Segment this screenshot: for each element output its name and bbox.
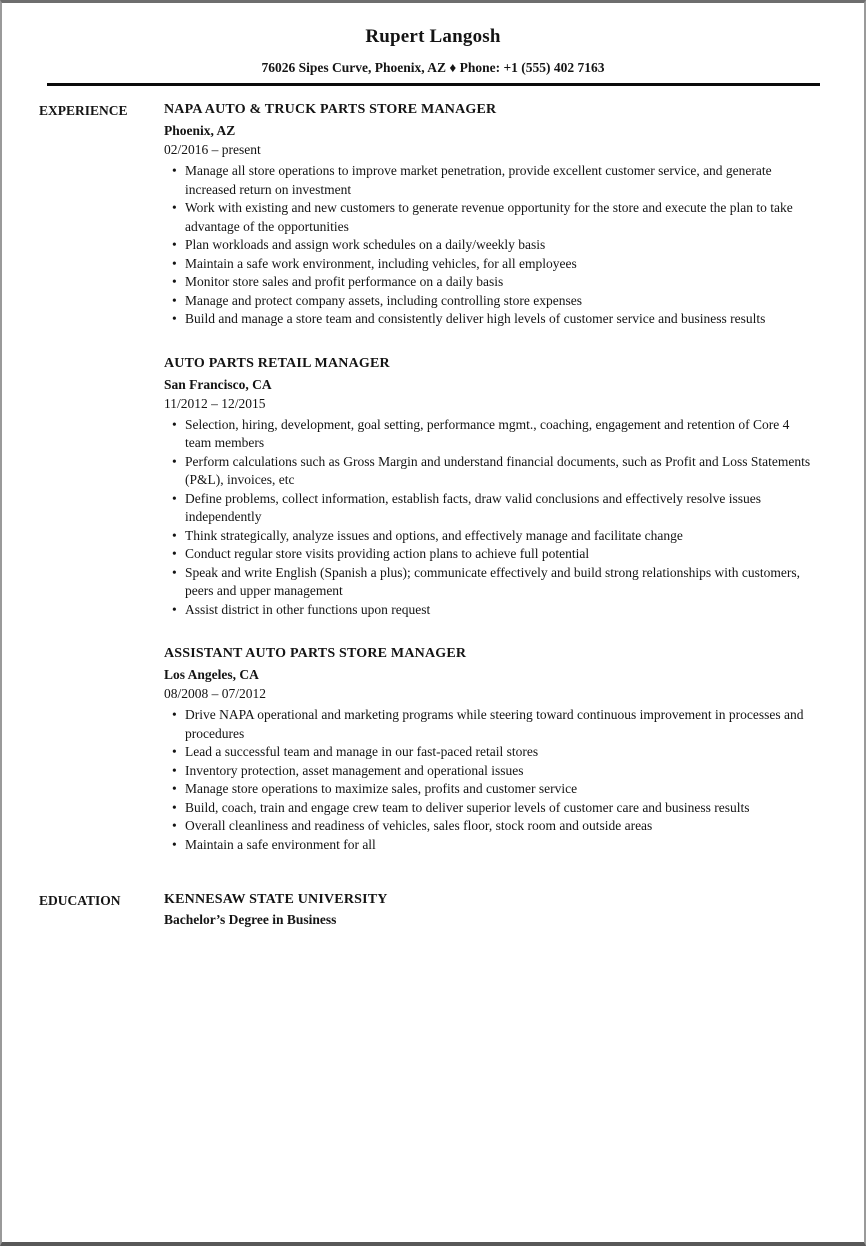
job-bullet-list [164, 416, 818, 620]
job-bullet: • Define problems, collect information, establish facts, draw valid conclusions and effectively resolve issues independently [185, 490, 818, 527]
job-bullet-list [164, 706, 818, 854]
job-title: AUTO PARTS RETAIL MANAGER [164, 355, 390, 371]
contact-line: 76026 Sipes Curve, Phoenix, AZ ♦ Phone: +1 (555) 402 7163 [261, 60, 605, 75]
section-label-experience: EXPERIENCE [39, 103, 128, 118]
job-bullet: • Inventory protection, asset management and operational issues [185, 762, 818, 781]
job-title: NAPA AUTO & TRUCK PARTS STORE MANAGER [164, 102, 497, 117]
job-location: Los Angeles, CA [164, 667, 259, 682]
job-bullet: • Drive NAPA operational and marketing programs while steering toward continuous improvement in processes and procedures [185, 706, 818, 743]
job-bullet: • Overall cleanliness and readiness of vehicles, sales floor, stock room and outside areas [185, 817, 818, 836]
job-bullet: • Manage and protect company assets, including controlling store expenses [185, 292, 818, 311]
experience-section [2, 102, 864, 854]
job-bullet: • Work with existing and new customers to generate revenue opportunity for the store and execute the plan to take advantage of the opportunities [185, 199, 818, 236]
job-bullet: • Perform calculations such as Gross Margin and understand financial documents, such as Profit and Loss Statements (P&L), invoices, etc [185, 453, 818, 490]
job-entry-assistant-store-manager [164, 646, 818, 854]
job-dates: 11/2012 – 12/2015 [164, 395, 266, 411]
job-bullet: • Conduct regular store visits providing action plans to achieve full potential [185, 545, 818, 564]
job-dates: 02/2016 – present [164, 142, 261, 157]
job-bullet: • Manage all store operations to improve market penetration, provide excellent customer service, and generate increased return on investment [185, 162, 818, 199]
job-entry-auto-parts-retail-manager [164, 356, 818, 620]
job-bullet: • Build and manage a store team and consistently deliver high levels of customer service and business results [185, 310, 818, 329]
section-label-education: EDUCATION [39, 893, 121, 908]
job-bullet: • Think strategically, analyze issues and options, and effectively manage and facilitate change [185, 527, 818, 546]
job-bullet: • Maintain a safe work environment, including vehicles, for all employees [185, 255, 818, 274]
job-bullet: • Manage store operations to maximize sales, profits and customer service [185, 780, 818, 799]
job-bullet: • Build, coach, train and engage crew team to deliver superior levels of customer care and business results [185, 799, 818, 818]
person-name: Rupert Langosh [365, 26, 501, 47]
job-location: San Francisco, CA [164, 376, 272, 392]
resume-header [2, 3, 864, 86]
experience-content [164, 102, 818, 854]
job-dates: 08/2008 – 07/2012 [164, 686, 267, 701]
job-bullet: • Lead a successful team and manage in our fast-paced retail stores [185, 743, 818, 762]
job-bullet: • Selection, hiring, development, goal setting, performance mgmt., coaching, engagement and retention of Core 4 team members [185, 416, 818, 453]
education-content [164, 892, 818, 928]
education-section [2, 892, 864, 928]
school-name: KENNESAW STATE UNIVERSITY [164, 892, 388, 907]
job-bullet-list [164, 162, 818, 329]
job-entry-napa-store-manager [164, 102, 818, 329]
job-bullet: • Monitor store sales and profit performance on a daily basis [185, 273, 818, 292]
header-divider [47, 83, 820, 86]
job-bullet: • Assist district in other functions upon request [185, 601, 818, 620]
job-bullet: • Maintain a safe environment for all [185, 836, 818, 855]
job-title: ASSISTANT AUTO PARTS STORE MANAGER [164, 646, 467, 661]
job-bullet: • Speak and write English (Spanish a plus); communicate effectively and build strong relationships with customers, peers and upper management [185, 564, 818, 601]
job-location: Phoenix, AZ [164, 123, 236, 138]
job-bullet: • Plan workloads and assign work schedules on a daily/weekly basis [185, 236, 818, 255]
degree-name: Bachelor’s Degree in Business [164, 912, 337, 927]
